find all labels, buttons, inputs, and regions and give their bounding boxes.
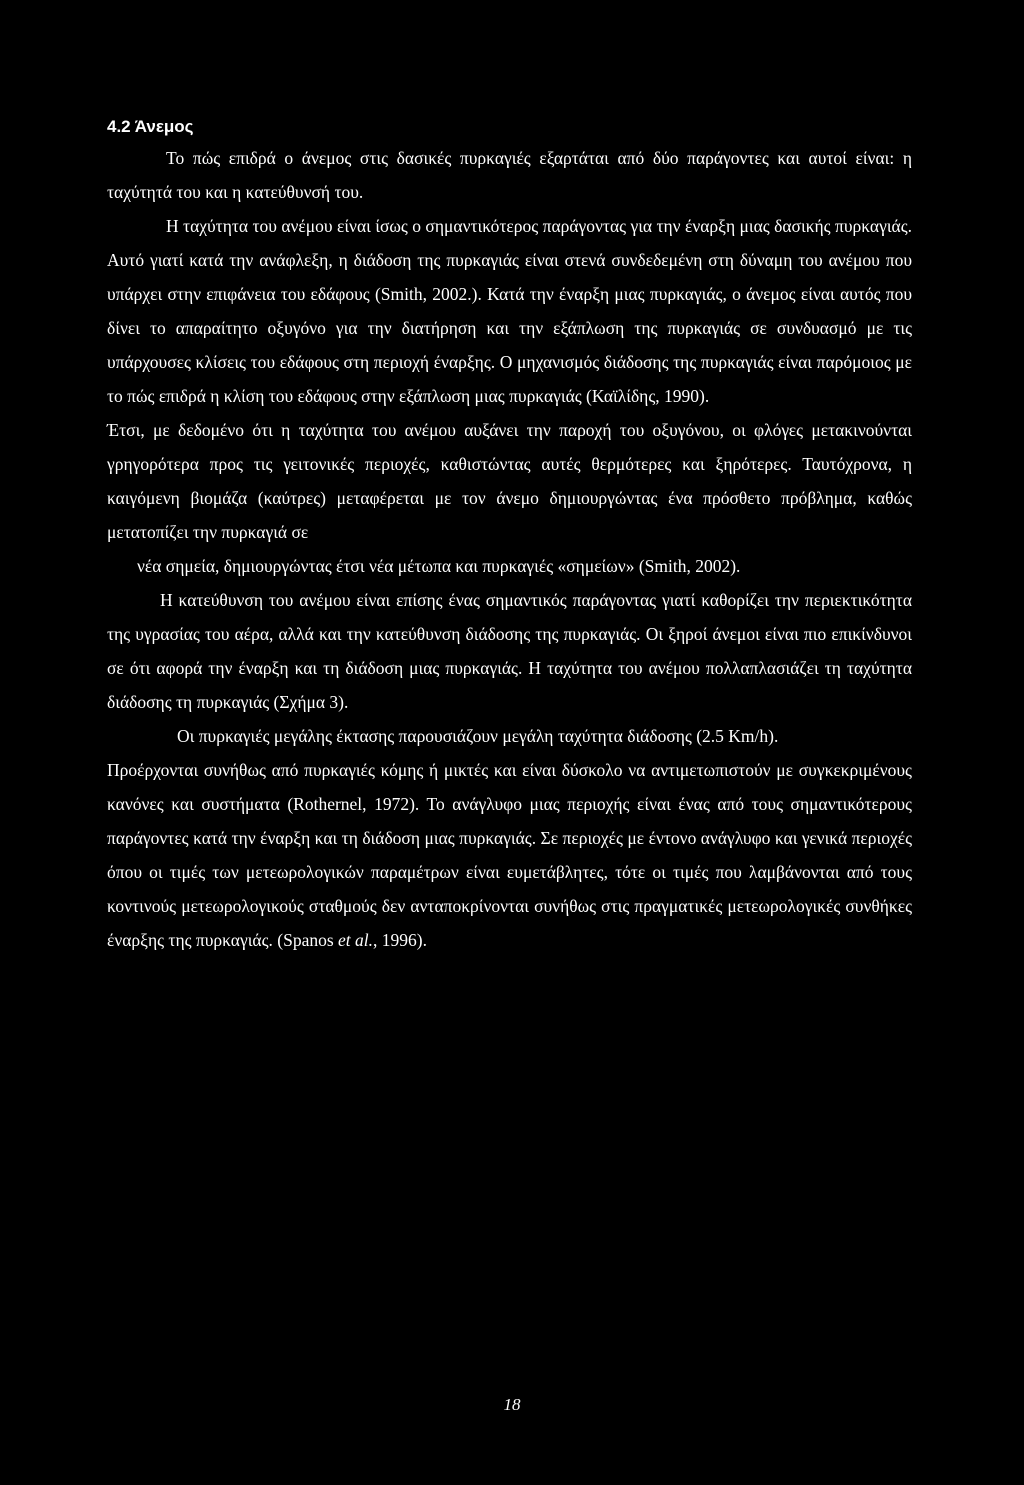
citation-tail: , 1996). <box>373 930 427 950</box>
paragraph-terrain-text: Προέρχονται συνήθως από πυρκαγιές κόμης ή μικτές και είναι δύσκολο να αντιμετωπιστούν με συγκεκριμένους κανόνες και συστήματα (Rothernel, 1972). Το ανάγλυφο μιας περιοχής είναι ένας από τους σημαντικότερους παράγοντες κατά την έναρξη και τη διάδοση μιας πυρκαγιάς. Σε περιοχές με έντονο ανάγλυφο και γενικά περιοχές όπου οι τιμές των μετεωρολογικών παραμέτρων είναι ευμετάβλητες, τότε οι τιμές που λαμβάνονται από τους κοντινούς μετεωρολογικούς σταθμούς δεν ανταποκρίνονται συνήθως στις πραγματικές μετεωρολογικές συνθήκες έναρξης της πυρκαγιάς. (Spanos <box>107 760 912 950</box>
section-heading: 4.2 Άνεμος <box>107 117 194 136</box>
paragraph-wind-direction: Η κατεύθυνση του ανέμου είναι επίσης ένας σημαντικός παράγοντας γιατί καθορίζει την περιεκτικότητα της υγρασίας του αέρα, αλλά και την κατεύθυνση διάδοσης της πυρκαγιάς. Οι ξηροί άνεμοι είναι πιο επικίνδυνοι σε ότι αφορά την έναρξη και τη διάδοση μιας πυρκαγιάς. Η ταχύτητα του ανέμου πολλαπλασιάζει τη ταχύτητα διάδοσης τη πυρκαγιάς (Σχήμα 3). <box>107 590 912 712</box>
paragraph-oxygen-supply: Έτσι, με δεδομένο ότι η ταχύτητα του ανέμου αυξάνει την παροχή του οξυγόνου, οι φλόγες μετακινούνται γρηγορότερα προς τις γειτονικές περιοχές, καθιστώντας αυτές θερμότερες και ξηρότερες. Ταυτόχρονα, η καιγόμενη βιομάζα (καύτρες) μεταφέρεται με τον άνεμο δημιουργώντας ένα πρόσθετο πρόβλημα, καθώς μετατοπίζει την πυρκαγιά σε <box>107 420 912 542</box>
page-number: 18 <box>503 1395 521 1414</box>
paragraph-terrain <box>107 753 912 957</box>
paragraph-wind-speed: Η ταχύτητα του ανέμου είναι ίσως ο σημαντικότερος παράγοντας για την έναρξη μιας δασικής πυρκαγιάς. Αυτό γιατί κατά την ανάφλεξη, η διάδοση της πυρκαγιάς είναι στενά συνδεδεμένη στη δύναμη του ανέμου που υπάρχει στην επιφάνεια του εδάφους (Smith, 2002.). Κατά την έναρξη μιας πυρκαγιάς, ο άνεμος είναι αυτός που δίνει το απαραίτητο οξυγόνο για την διατήρηση και την εξάπλωση της πυρκαγιάς σε συνδυασμό με τις υπάρχουσες κλίσεις του εδάφους στη περιοχή έναρξης. Ο μηχανισμός διάδοσης της πυρκαγιάς είναι παρόμοιος με το πώς επιδρά η κλίση του εδάφους στην εξάπλωση μιας πυρκαγιάς (Καϊλίδης, 1990). <box>107 216 912 406</box>
paragraph-intro: Το πώς επιδρά ο άνεμος στις δασικές πυρκαγιές εξαρτάται από δύο παράγοντες και αυτοί είναι: η ταχύτητά του και η κατεύθυνσή του. <box>107 148 912 202</box>
citation-et-al: et al. <box>338 930 374 950</box>
paragraph-large-fires: Οι πυρκαγιές μεγάλης έκτασης παρουσιάζουν μεγάλη ταχύτητα διάδοσης (2.5 Km/h). <box>177 726 779 746</box>
document-page <box>107 116 912 957</box>
paragraph-spot-fires: νέα σημεία, δημιουργώντας έτσι νέα μέτωπα και πυρκαγιές «σημείων» (Smith, 2002). <box>137 556 741 576</box>
